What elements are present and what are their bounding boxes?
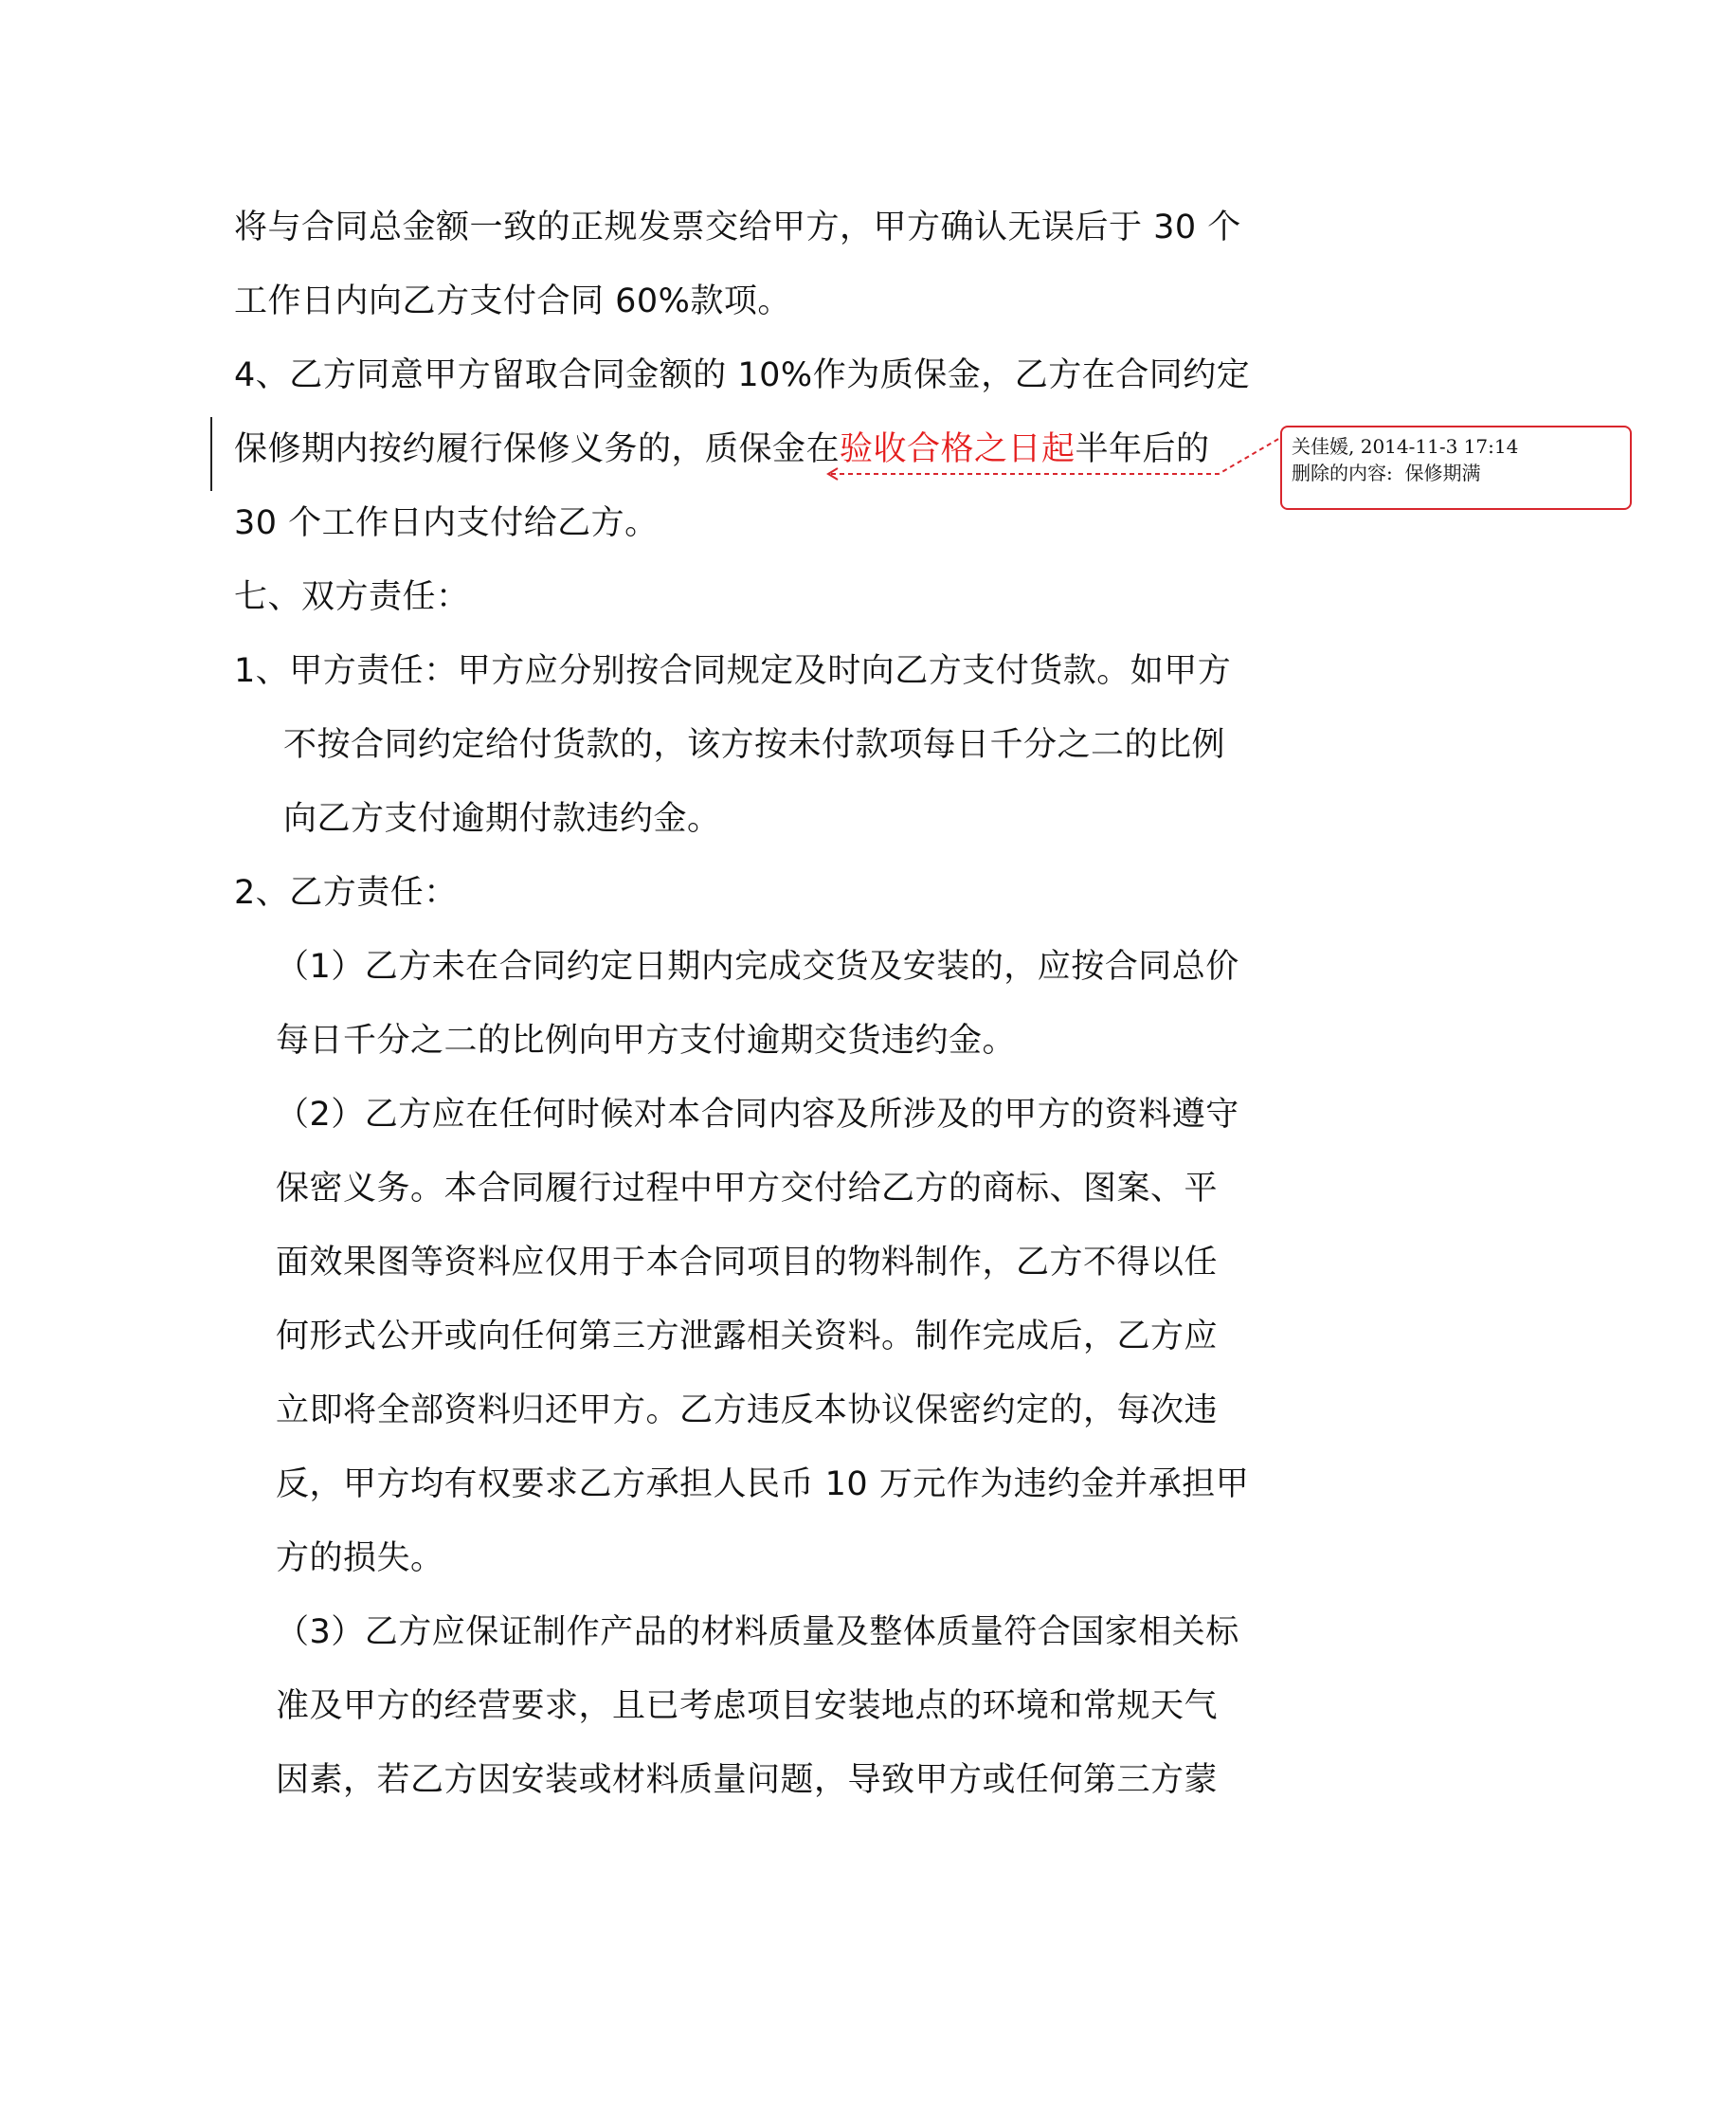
- comment-label: 删除的内容:: [1292, 462, 1393, 484]
- body-line: 何形式公开或向任何第三方泄露相关资料。制作完成后，乙方应: [276, 1318, 1219, 1355]
- body-line: （1）乙方未在合同约定日期内完成交货及安装的，应按合同总价: [276, 948, 1239, 986]
- body-line: 反，甲方均有权要求乙方承担人民币 10 万元作为违约金并承担甲: [276, 1465, 1250, 1503]
- body-line: 将与合同总金额一致的正规发票交给甲方，甲方确认无误后于 30 个: [234, 209, 1241, 246]
- body-line: 工作日内向乙方支付合同 60%款项。: [234, 282, 791, 320]
- inserted-text[interactable]: 验收合格之日起: [840, 430, 1076, 468]
- body-line: 因素，若乙方因安装或材料质量问题，导致甲方或任何第三方蒙: [276, 1761, 1219, 1799]
- body-line: （2）乙方应在任何时候对本合同内容及所涉及的甲方的资料遵守: [276, 1096, 1239, 1134]
- comment-author-date: 关佳媛, 2014-11-3 17:14: [1292, 435, 1519, 458]
- body-line: 30 个工作日内支付给乙方。: [234, 504, 659, 542]
- comment-deleted-text: 保修期满: [1404, 462, 1481, 484]
- body-line: 保密义务。本合同履行过程中甲方交付给乙方的商标、图案、平: [276, 1170, 1219, 1208]
- body-line: 面效果图等资料应仅用于本合同项目的物料制作，乙方不得以任: [276, 1244, 1219, 1282]
- body-line: 立即将全部资料归还甲方。乙方违反本协议保密约定的，每次违: [276, 1391, 1219, 1429]
- revised-line-before: 保修期内按约履行保修义务的，质保金在: [234, 430, 841, 468]
- body-line: 方的损失。: [276, 1539, 444, 1577]
- change-bar: [210, 417, 212, 491]
- revised-line: [234, 428, 1210, 470]
- body-line: 1、甲方责任：甲方应分别按合同规定及时向乙方支付货款。如甲方: [234, 652, 1232, 690]
- body-line: 向乙方支付逾期付款违约金。: [283, 800, 721, 838]
- comment-balloon[interactable]: [1280, 426, 1632, 510]
- body-line: 2、乙方责任：: [234, 874, 458, 912]
- section-heading: 七、双方责任：: [234, 578, 470, 616]
- body-line: 不按合同约定给付货款的，该方按未付款项每日千分之二的比例: [283, 726, 1226, 764]
- body-line: （3）乙方应保证制作产品的材料质量及整体质量符合国家相关标: [276, 1613, 1239, 1651]
- revised-line-after: 半年后的: [1075, 430, 1210, 468]
- body-line: 准及甲方的经营要求，且已考虑项目安装地点的环境和常规天气: [276, 1687, 1219, 1725]
- body-line: 4、乙方同意甲方留取合同金额的 10%作为质保金，乙方在合同约定: [234, 356, 1251, 394]
- comment-deleted-content: [1292, 460, 1620, 486]
- body-line: 每日千分之二的比例向甲方支付逾期交货违约金。: [276, 1022, 1017, 1060]
